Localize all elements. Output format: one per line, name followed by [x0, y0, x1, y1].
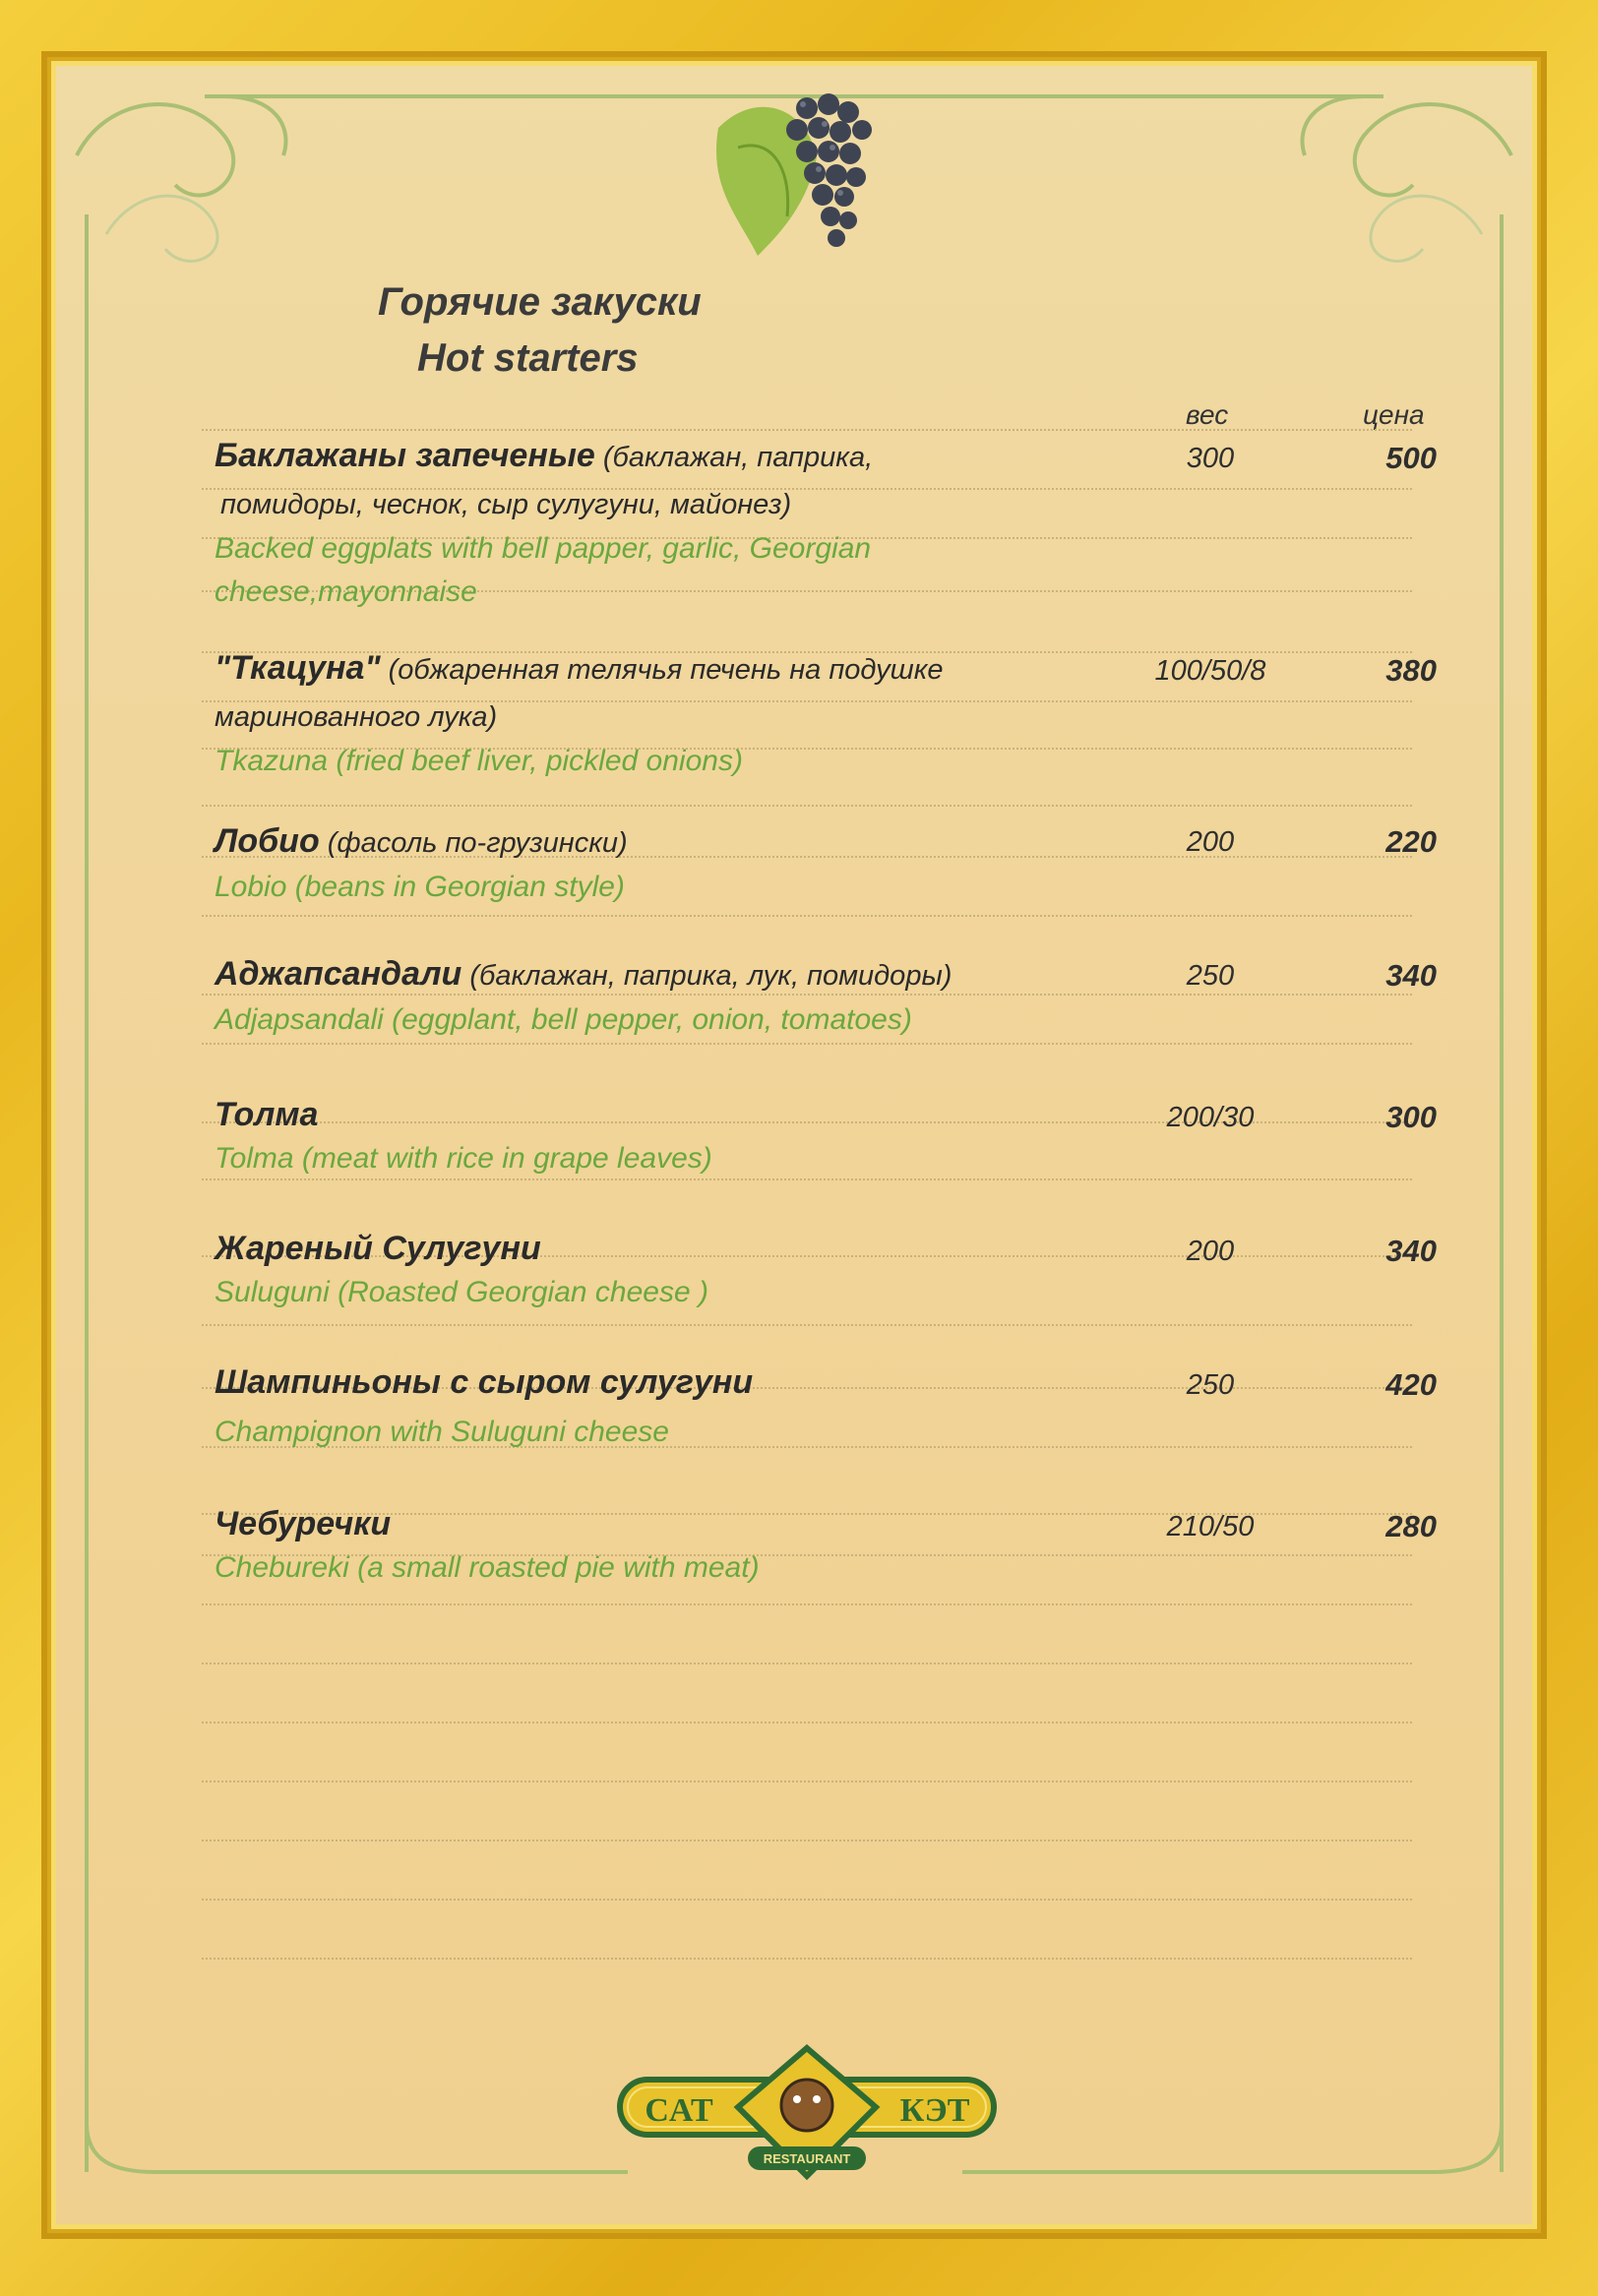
item-weight: 250: [1186, 960, 1235, 992]
item-desc-en: cheese,mayonnaise: [215, 575, 477, 608]
item-price: 500: [1385, 441, 1437, 475]
logo-left-text: CAT: [645, 2092, 713, 2129]
item-desc-en: Adjapsandali (eggplant, bell pepper, onion, tomatoes): [215, 1003, 912, 1036]
item-desc-en: Suluguni (Roasted Georgian cheese ): [215, 1276, 708, 1308]
ruling-line: [202, 1958, 1412, 1960]
item-weight: 250: [1186, 1369, 1235, 1401]
ruling-line: [202, 1662, 1412, 1664]
section-title-ru: Горячие закуски: [378, 280, 702, 324]
item-desc-en: Chebureki (a small roasted pie with meat): [215, 1551, 760, 1584]
item-price: 220: [1385, 824, 1437, 859]
item-price: 300: [1385, 1100, 1437, 1134]
item-desc-en: Backed eggplats with bell papper, garlic, Georgian: [215, 532, 872, 565]
section-title-en: Hot starters: [417, 336, 639, 380]
item-price: 280: [1385, 1509, 1437, 1543]
logo-right-text: КЭТ: [899, 2092, 970, 2129]
item-name-ru: Аджапсандали: [215, 955, 462, 993]
item-name-ru: Жареный Сулугуни: [215, 1230, 541, 1267]
item-name-ru: Шампиньоны с сыром сулугуни: [215, 1363, 754, 1401]
ruling-line: [202, 1781, 1412, 1782]
item-name-ru: Толма: [215, 1096, 319, 1133]
ruling-line: [202, 1899, 1412, 1901]
item-desc-en: Champignon with Suluguni cheese: [215, 1416, 669, 1448]
cat-restaurant-logo: [610, 2038, 1004, 2196]
item-desc-en: Tkazuna (fried beef liver, pickled onions): [215, 745, 743, 777]
ruling-line: [202, 805, 1412, 807]
ruling-line: [202, 429, 1412, 431]
item-name-ru: Лобио: [215, 822, 320, 860]
item-price: 420: [1385, 1367, 1437, 1402]
grapes-icon: [699, 69, 895, 285]
item-desc-en: Tolma (meat with rice in grape leaves): [215, 1142, 712, 1175]
item-price: 380: [1385, 653, 1437, 688]
item-desc-en: Lobio (beans in Georgian style): [215, 871, 625, 903]
item-weight: 300: [1186, 443, 1235, 474]
ruling-line: [202, 1722, 1412, 1723]
price-column-header: цена: [1363, 399, 1425, 430]
item-price: 340: [1385, 1234, 1437, 1268]
ruling-line: [202, 1603, 1412, 1605]
item-price: 340: [1385, 958, 1437, 993]
ruling-line: [202, 1840, 1412, 1842]
item-weight: 200/30: [1166, 1102, 1255, 1133]
ruling-line: [202, 1043, 1412, 1045]
item-weight: 100/50/8: [1154, 655, 1266, 687]
item-weight: 210/50: [1166, 1511, 1255, 1542]
item-name-ru: "Ткацуна": [215, 649, 381, 687]
item-name-ru: Баклажаны запеченые: [215, 437, 595, 474]
item-desc-ru: (баклажан, паприка, лук, помидоры): [461, 960, 953, 992]
ruling-line: [202, 915, 1412, 917]
ruling-line: [202, 1324, 1412, 1326]
logo-sub-text: RESTAURANT: [763, 2151, 851, 2166]
item-desc-ru: (обжаренная телячья печень на подушке: [380, 654, 944, 686]
item-desc-ru: (фасоль по-грузински): [319, 827, 628, 859]
weight-column-header: вес: [1186, 399, 1229, 430]
item-name-ru: Чебуречки: [215, 1505, 392, 1542]
item-desc-ru: помидоры, чеснок, сыр сулугуни, майонез): [220, 489, 792, 520]
item-desc-ru: (баклажан, паприка,: [594, 442, 874, 473]
item-weight: 200: [1186, 1236, 1235, 1267]
item-weight: 200: [1186, 826, 1235, 858]
item-desc-ru: маринованного лука): [215, 701, 498, 733]
